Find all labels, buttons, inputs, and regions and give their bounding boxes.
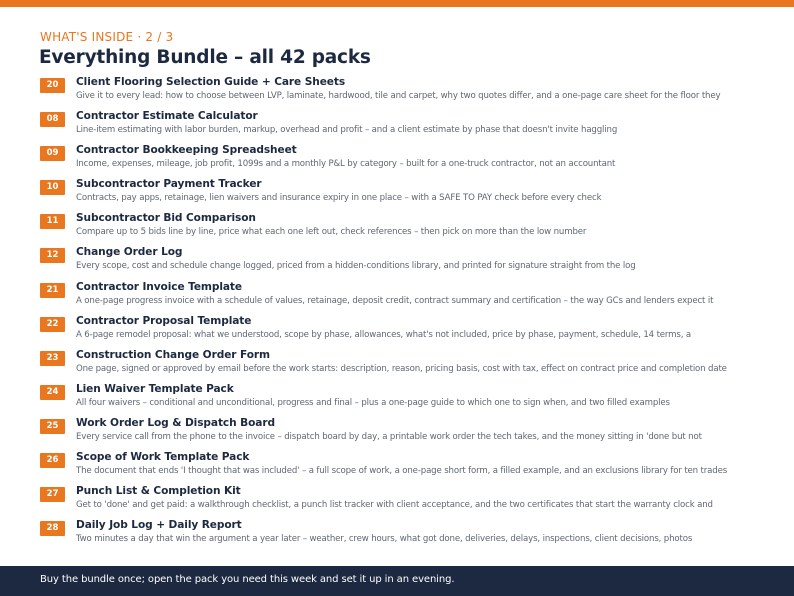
pack-description: Every scope, cost and schedule change logged, priced from a hidden-conditions library, and printed for signature straight from the log bbox=[76, 261, 636, 272]
pack-description: Two minutes a day that win the argument a year later – weather, crew hours, what got done, deliveries, delays, inspections, client decisions, photos bbox=[76, 534, 693, 545]
pack-title: Contractor Estimate Calculator bbox=[76, 110, 258, 123]
section-eyebrow bbox=[40, 30, 173, 44]
pack-title: Construction Change Order Form bbox=[76, 348, 270, 361]
pack-item bbox=[40, 246, 760, 280]
page-indicator: 2 / 3 bbox=[145, 30, 174, 44]
pack-description: Compare up to 5 bids line by line, price what each one left out, check references – then pick on more than the low number bbox=[76, 227, 587, 238]
pack-description: One page, signed or approved by email before the work starts: description, reason, pricing basis, cost with tax, effect on contract price and completion date bbox=[76, 363, 727, 374]
pack-number-badge: 10 bbox=[40, 180, 65, 195]
pack-number-badge: 11 bbox=[40, 214, 65, 229]
pack-title: Client Flooring Selection Guide + Care Sheets bbox=[76, 76, 346, 88]
pack-title: Change Order Log bbox=[76, 246, 183, 259]
eyebrow-label: WHAT'S INSIDE bbox=[40, 30, 134, 44]
pack-description: Every service call from the phone to the invoice – dispatch board by day, a printable work order the tech takes, and the money sitting in 'done but not bbox=[76, 431, 702, 442]
pack-number-badge: 09 bbox=[40, 146, 65, 161]
pack-title: Contractor Proposal Template bbox=[76, 314, 252, 327]
pack-item bbox=[40, 315, 760, 349]
pack-item bbox=[40, 485, 760, 519]
pack-item bbox=[40, 110, 760, 144]
page-title: Everything Bundle – all 42 packs bbox=[39, 47, 371, 68]
pack-description: Give it to every lead: how to choose between LVP, laminate, hardwood, tile and carpet, why two quotes differ, and a one-page care sheet for the floor they bbox=[76, 91, 721, 101]
pack-item bbox=[40, 349, 760, 383]
pack-number-badge: 23 bbox=[40, 351, 65, 366]
pack-item bbox=[40, 178, 760, 212]
footer-bar bbox=[0, 566, 794, 596]
pack-description: All four waivers – conditional and unconditional, progress and final – plus a one-page guide to which one to sign when, and two filled examples bbox=[76, 397, 670, 408]
pack-number-badge: 22 bbox=[40, 317, 65, 332]
pack-number-badge: 26 bbox=[40, 453, 65, 468]
pack-item bbox=[40, 417, 760, 451]
pack-description: A one-page progress invoice with a schedule of values, retainage, deposit credit, contract summary and certification – the way GCs and lenders expect it bbox=[76, 295, 714, 306]
top-accent-bar bbox=[0, 0, 794, 7]
pack-number-badge: 27 bbox=[40, 487, 65, 502]
pack-title: Subcontractor Bid Comparison bbox=[76, 212, 256, 225]
pack-number-badge: 12 bbox=[40, 248, 65, 263]
pack-description: Contracts, pay apps, retainage, lien waivers and insurance expiry in one place – with a SAFE TO PAY check before every check bbox=[76, 193, 602, 204]
pack-number-badge: 21 bbox=[40, 283, 65, 298]
pack-title: Subcontractor Payment Tracker bbox=[76, 178, 262, 191]
pack-title: Lien Waiver Template Pack bbox=[76, 382, 234, 395]
pack-number-badge: 08 bbox=[40, 112, 65, 127]
pack-item bbox=[40, 76, 760, 110]
pack-description: The document that ends 'I thought that was included' – a full scope of work, a one-page short form, a filled example, and an exclusions library for ten trades bbox=[76, 466, 728, 477]
pack-title: Work Order Log & Dispatch Board bbox=[76, 416, 275, 429]
pack-item bbox=[40, 212, 760, 246]
pack-title: Contractor Bookkeeping Spreadsheet bbox=[76, 144, 297, 157]
pack-description: Line-item estimating with labor burden, markup, overhead and profit – and a client estimate by phase that doesn't invite haggling bbox=[76, 125, 618, 136]
pack-number-badge: 28 bbox=[40, 521, 65, 536]
pack-title: Daily Job Log + Daily Report bbox=[76, 519, 242, 532]
footer-text: Buy the bundle once; open the pack you need this week and set it up in an evening. bbox=[40, 574, 455, 585]
pack-description: A 6-page remodel proposal: what we understood, scope by phase, allowances, what's not included, price by phase, payment, schedule, 14 terms, a bbox=[76, 329, 691, 340]
pack-description: Income, expenses, mileage, job profit, 1099s and a monthly P&L by category – built for a one-truck contractor, not an accountant bbox=[76, 159, 616, 170]
pack-title: Contractor Invoice Template bbox=[76, 280, 242, 293]
eyebrow-separator: · bbox=[137, 30, 142, 44]
pack-item bbox=[40, 519, 760, 553]
pack-title: Punch List & Completion Kit bbox=[76, 485, 241, 498]
pack-number-badge: 25 bbox=[40, 419, 65, 434]
pack-title: Scope of Work Template Pack bbox=[76, 451, 250, 464]
pack-number-badge: 24 bbox=[40, 385, 65, 400]
pack-description: Get to 'done' and get paid: a walkthrough checklist, a punch list tracker with client acceptance, and the two certificates that start the warranty clock and bbox=[76, 500, 713, 511]
pack-list bbox=[40, 76, 760, 553]
pack-item bbox=[40, 383, 760, 417]
pack-item bbox=[40, 144, 760, 178]
pack-item bbox=[40, 451, 760, 485]
pack-number-badge: 20 bbox=[40, 78, 65, 93]
pack-item bbox=[40, 281, 760, 315]
